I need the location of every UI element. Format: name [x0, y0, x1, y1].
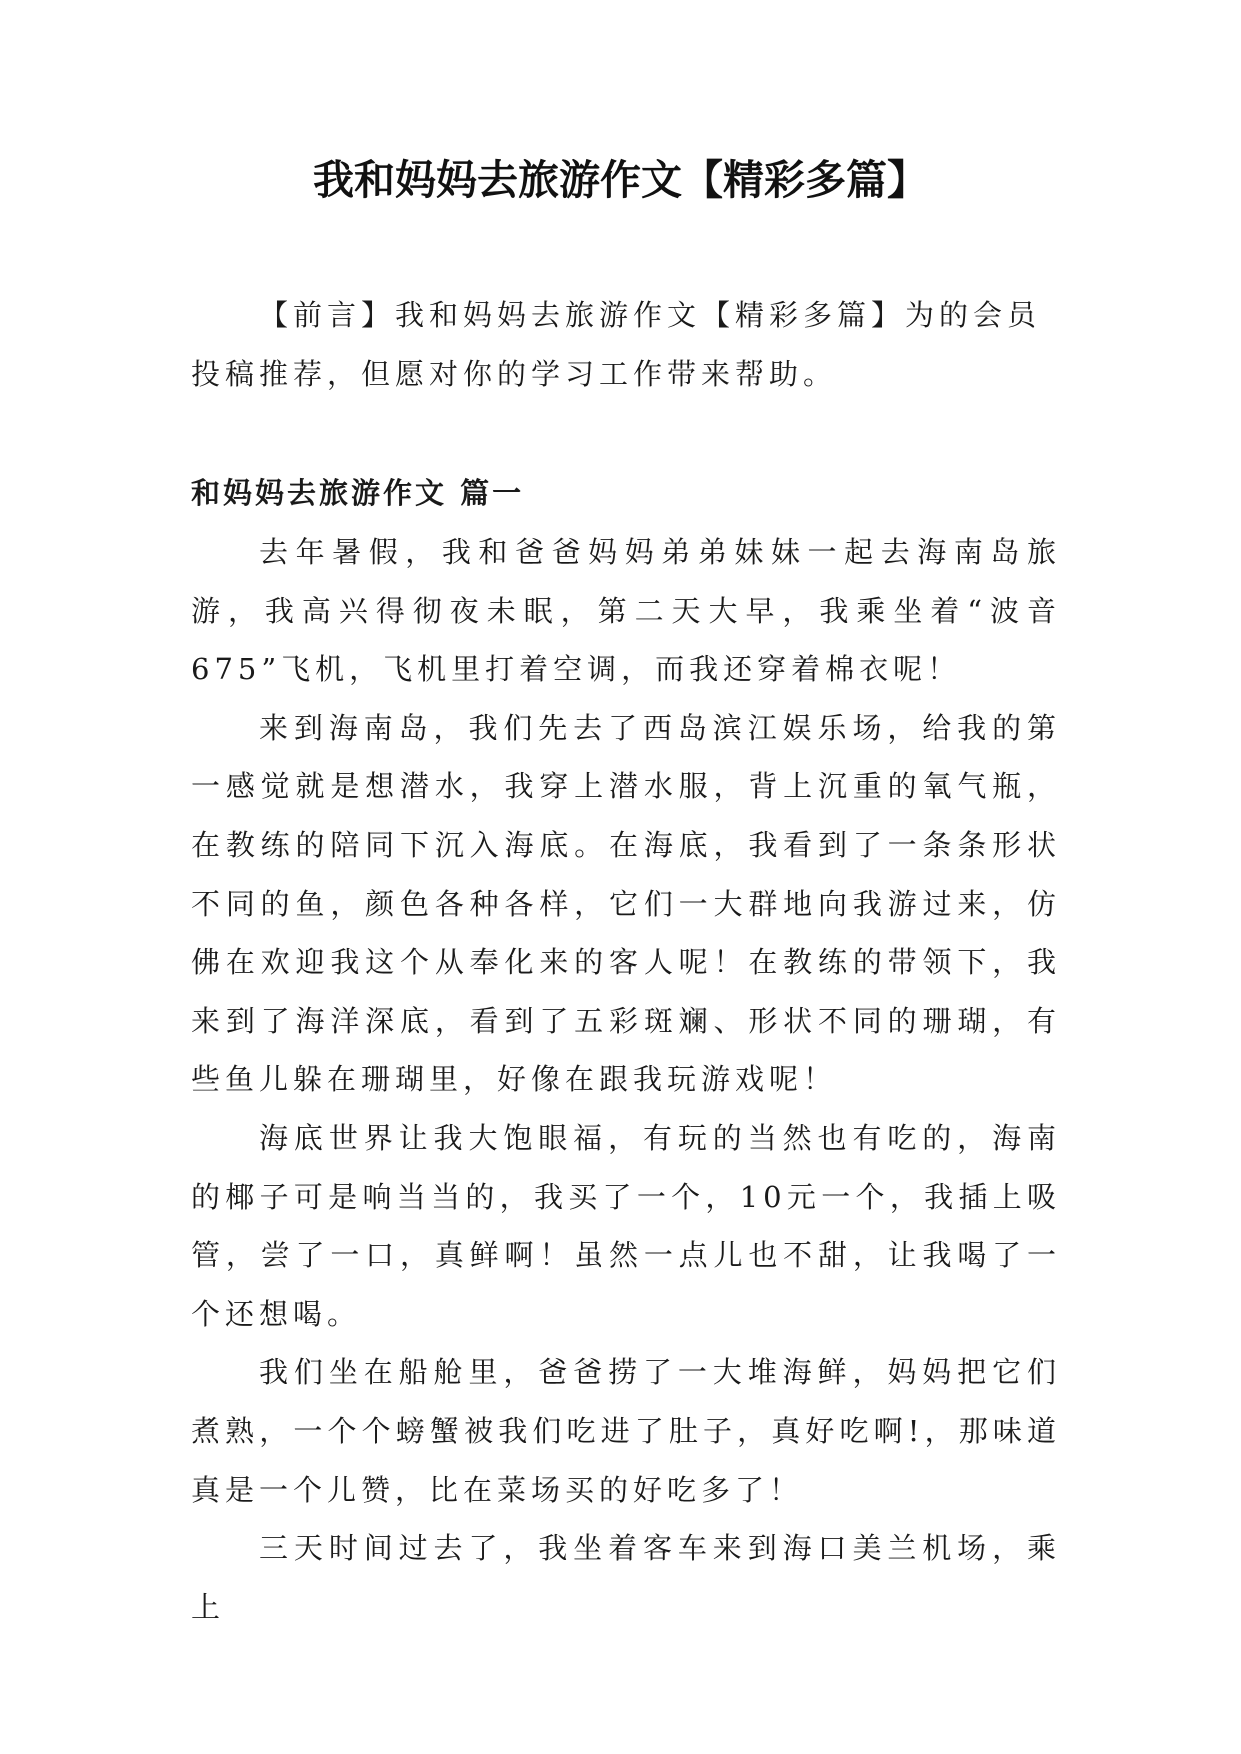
story-paragraph-5: 三天时间过去了，我坐着客车来到海口美兰机场，乘上	[191, 1531, 1061, 1624]
intro-paragraph: 【前言】我和妈妈去旅游作文【精彩多篇】为的会员投稿推荐，但愿对你的学习工作带来帮助。	[191, 298, 1042, 391]
document-title: 我和妈妈去旅游作文【精彩多篇】	[313, 156, 928, 204]
story-paragraph-2: 来到海南岛，我们先去了西岛滨江娱乐场，给我的第一感觉就是想潜水，我穿上潜水服，背上沉重的氧气瓶，在教练的陪同下沉入海底。在海底，我看到了一条条形状不同的鱼，颜色各种各样，它们一大群地向我游过来，仿佛在欢迎我这个从奉化来的客人呢！在教练的带领下，我来到了海洋深底，看到了五彩斑斓、形状不同的珊瑚，有些鱼儿躲在珊瑚里，好像在跟我玩游戏呢！	[191, 710, 1061, 1097]
story-paragraph-1: 去年暑假，我和爸爸妈妈弟弟妹妹一起去海南岛旅游，我高兴得彻夜未眠，第二天大早，我乘坐着“波音675”飞机，飞机里打着空调，而我还穿着棉衣呢！	[191, 535, 1061, 687]
story-paragraph-4: 我们坐在船舱里，爸爸捞了一大堆海鲜，妈妈把它们煮熟，一个个螃蟹被我们吃进了肚子，真好吃啊!，那味道真是一个儿赞，比在菜场买的好吃多了！	[191, 1355, 1061, 1507]
story-paragraph-3: 海底世界让我大饱眼福，有玩的当然也有吃的，海南的椰子可是响当当的，我买了一个，10元一个，我插上吸管，尝了一口，真鲜啊！虽然一点儿也不甜，让我喝了一个还想喝。	[191, 1120, 1061, 1331]
story-body	[191, 523, 1061, 1636]
section-heading: 和妈妈去旅游作文 篇一	[191, 476, 525, 510]
